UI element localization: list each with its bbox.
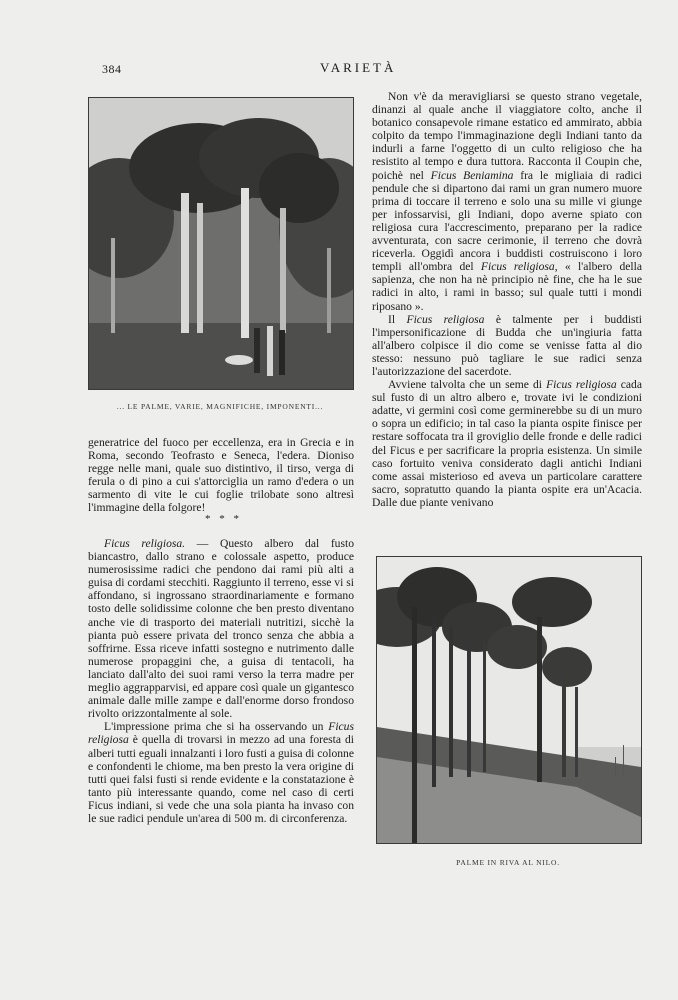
running-title: VARIETÀ <box>320 60 397 75</box>
term-ficus-religiosa: Ficus religiosa <box>406 312 485 326</box>
paragraph-budda: Il Ficus religiosa è talmente per i buddisti l'impersonificazione di Budda che un'ingiuria fatta all'albero colpisce il dio come se venisse fatta al dio stesso: nessuno può tagliare le sue radici senza l'autorizzazione del sacerdote. <box>372 312 642 378</box>
figure-caption-2: PALME IN RIVA AL NILO. <box>456 858 560 867</box>
nile-palms-photo <box>376 556 642 844</box>
page-number: 384 <box>102 62 122 76</box>
term-ficus-religiosa: Ficus religiosa <box>546 378 617 392</box>
section-ornament: * * * <box>205 513 242 525</box>
term-ficus-religiosa: Ficus religiosa <box>480 260 555 274</box>
left-column-bottom <box>88 537 354 825</box>
right-column <box>372 90 642 509</box>
term-ficus-religiosa: Ficus religiosa. <box>104 537 186 550</box>
paragraph-continuation: generatrice del fuoco per eccellenza, era in Grecia e in Roma, secondo Teofrasto e Seneca, l'edera. Dioniso regge nelle mani, quale suo distintivo, il tirso, verga di ferula o di pino a cui s'attorciglia un ramo d'edera o un sarmento di vite le cui foglie trilobate sono altresì l'immagine della folgore! <box>88 436 354 515</box>
figure-caption-1: ... LE PALME, VARIE, MAGNIFICHE, IMPONENTI... <box>116 402 324 411</box>
paragraph-impression: L'impressione prima che si ha osservando un Ficus religiosa è quella di trovarsi in mezzo ad una foresta di alberi tutti eguali innalzanti i loro fusti a guisa di colonne e confondenti le chiome, ma ben presto la vera origine di tutti quei falsi fusti si rende evidente e la constatazione è tanto più interessante quando, come nel caso di certi Ficus indiani, si vede che una sola pianta ha invaso con le sue radici pendule un'area di 500 m. di circonferenza. <box>88 720 354 825</box>
paragraph-seme: Avviene talvolta che un seme di Ficus religiosa cada sul fusto di un altro albero e, trovate ivi le condizioni adatte, vi germini così come germinerebbe su di un muro o sopra un edificio; in tal caso la pianta ospite finisce per restare soffocata tra il groviglio delle fronde e delle radici del Ficus e per sacrificare la propria esistenza. Un simile caso fortuito veniva considerato dagli antichi Indiani come assai misterioso ed aveva un particolare carattere sacro, sopratutto quando la pianta ospite era un'Acacia. Dalle due piante venivano <box>372 378 642 509</box>
paragraph-culto: Non v'è da meravigliarsi se questo strano vegetale, dinanzi al quale anche il viaggiatore colto, anche il botanico consapevole rimane estatico ed ammirato, abbia colpito da tempo l'immaginazione degli Indiani tanto da indurli a farne l'oggetto di un culto religioso che ha resistito al tempo e dura tuttora. Racconta il Coupin che, poichè nel Ficus Beniamina fra le migliaia di radici pendule che si dipartono dai rami un gran numero muore prima di toccare il terreno e solo una su mille vi giunge per infossarvisi, gli Indiani, dopo averne spiato con religiosa cura l'accrescimento, preparano per la radice avventurata, con sacre cerimonie, il terreno che dovrà riceverla. Oggidì ancora i buddisti costruiscono i loro templi all'ombra del Ficus religiosa, « l'albero della sapienza, che non ha nè principio nè fine, che ha le sue radici in alto, i rami in basso; sul quale tutti i mondi riposano ». <box>372 90 643 313</box>
palm-garden-photo <box>88 97 354 390</box>
left-column-top <box>88 436 354 515</box>
term-ficus-beniamina: Ficus Beniamina <box>430 168 514 182</box>
paragraph-ficus: Ficus religiosa. — Questo albero dal fusto biancastro, dallo strano e colossale aspetto, produce numerosissime radici che pendono dai rami più alti a guisa di cordami stecchiti. Raggiunto il terreno, esse vi si affondano, si ingrossano straordinariamente e formano tosto delle solidissime colonne che ben presto diventano anche vie di trasporto dei materiali nutritizi, sicchè la pianta può essere privata del tronco senza che abbia a soffrirne. Essa riceve infatti sostegno e nutrimento dalle numerose propaggini che, a guisa di tentacoli, ha lanciato dall'alto dei suoi rami verso la terra madre per meglio aggrapparvisi, ed appare così quale un gigantesco animale dalle mille zampe e dall'enorme dorso frondoso rivolto orizzontalmente al sole. <box>88 537 355 721</box>
term-ficus-religiosa: Ficus religiosa <box>88 720 354 747</box>
